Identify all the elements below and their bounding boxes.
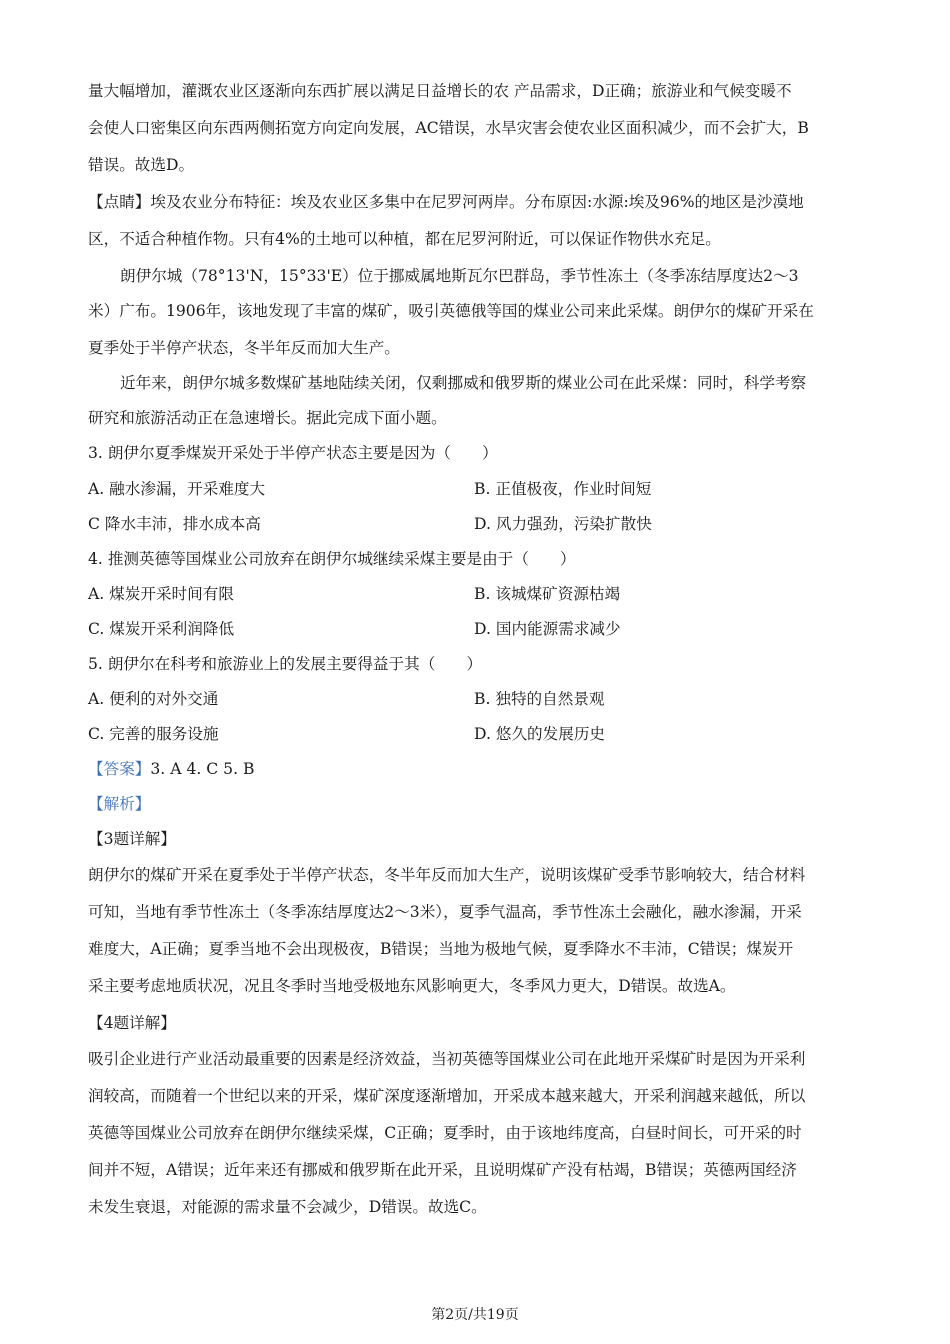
detail-4-line-1: 吸引企业进行产业活动最重要的因素是经济效益，当初英德等国煤业公司在此地开采煤矿时是因为开采利 <box>88 1050 806 1068</box>
detail-4-line-4: 间并不短，A错误；近年来还有挪威和俄罗斯在此开采，且说明煤矿产没有枯竭，B错误；英德两国经济 <box>88 1161 797 1179</box>
detail-4-line-3: 英德等国煤业公司放弃在朗伊尔继续采煤，C正确；夏季时，由于该地纬度高，白昼时间长，可开采的时 <box>88 1124 802 1142</box>
tip-line-2: 区，不适合种植作物。只有4%的土地可以种植，都在尼罗河附近，可以保证作物供水充足。 <box>88 230 721 248</box>
q3-option-d: D. 风力强劲，污染扩散快 <box>474 515 652 533</box>
q4-option-b: B. 该城煤矿资源枯竭 <box>474 585 621 603</box>
material-p1-line-1: 朗伊尔城（78°13'N，15°33'E）位于挪威属地斯瓦尔巴群岛，季节性冻土（冬季冻结厚度达2～3 <box>120 267 799 285</box>
q5-option-b: B. 独特的自然景观 <box>474 690 605 708</box>
q3-option-c: C 降水丰沛，排水成本高 <box>88 515 261 533</box>
question-5-stem: 5. 朗伊尔在科考和旅游业上的发展主要得益于其（ ） <box>88 655 483 673</box>
analysis-label: 【解析】 <box>88 795 151 813</box>
q4-option-d: D. 国内能源需求减少 <box>474 620 621 638</box>
q4-option-a: A. 煤炭开采时间有限 <box>88 585 234 603</box>
answer-text: 3. A 4. C 5. B <box>150 760 255 778</box>
q3-option-b: B. 正值极夜，作业时间短 <box>474 480 652 498</box>
detail-4-line-2: 润较高，而随着一个世纪以来的开采，煤矿深度逐渐增加，开采成本越来越大，开采利润越来越低，所以 <box>88 1087 806 1105</box>
material-p1-line-2: 米）广布。1906年，该地发现了丰富的煤矿，吸引英德俄等国的煤业公司来此采煤。朗伊尔的煤矿开采在 <box>88 302 814 320</box>
detail-3-heading: 【3题详解】 <box>88 830 176 848</box>
question-4-stem: 4. 推测英德等国煤业公司放弃在朗伊尔城继续采煤主要是由于（ ） <box>88 550 576 568</box>
q5-option-c: C. 完善的服务设施 <box>88 725 219 743</box>
prev-answer-line-1: 量大幅增加，灌溉农业区逐渐向东西扩展以满足日益增长的农 产品需求，D正确；旅游业和气候变暖不 <box>88 82 792 100</box>
answer-line <box>88 757 868 781</box>
tip-line-1: 【点睛】埃及农业分布特征：埃及农业区多集中在尼罗河两岸。分布原因:水源:埃及96%的地区是沙漠地 <box>88 193 804 211</box>
detail-4-line-5: 未发生衰退，对能源的需求量不会减少，D错误。故选C。 <box>88 1198 487 1216</box>
prev-answer-line-2: 会使人口密集区向东西两侧拓宽方向定向发展，AC错误，水旱灾害会使农业区面积减少，而不会扩大，B <box>88 119 809 137</box>
question-3-stem: 3. 朗伊尔夏季煤炭开采处于半停产状态主要是因为（ ） <box>88 444 498 462</box>
detail-3-line-2: 可知，当地有季节性冻土（冬季冻结厚度达2～3米），夏季气温高，季节性冻土会融化，融水渗漏，开采 <box>88 903 802 921</box>
material-p1-line-3: 夏季处于半停产状态，冬半年反而加大生产。 <box>88 339 400 357</box>
q5-option-a: A. 便利的对外交通 <box>88 690 219 708</box>
detail-3-line-4: 采主要考虑地质状况，况且冬季时当地受极地东风影响更大，冬季风力更大，D错误。故选A。 <box>88 977 736 995</box>
page-number: 第2页/共19页 <box>431 1307 519 1323</box>
q3-option-a: A. 融水渗漏，开采难度大 <box>88 480 266 498</box>
detail-4-heading: 【4题详解】 <box>88 1014 176 1032</box>
q5-option-d: D. 悠久的发展历史 <box>474 725 606 743</box>
detail-3-line-3: 难度大，A正确；夏季当地不会出现极夜，B错误；当地为极地气候，夏季降水不丰沛，C错误；煤炭开 <box>88 940 794 958</box>
material-p2-line-2: 研究和旅游活动正在急速增长。据此完成下面小题。 <box>88 409 447 427</box>
material-p2-line-1: 近年来，朗伊尔城多数煤矿基地陆续关闭，仅剩挪威和俄罗斯的煤业公司在此采煤：同时，科学考察 <box>120 374 807 392</box>
prev-answer-line-3: 错误。故选D。 <box>88 156 195 174</box>
detail-3-line-1: 朗伊尔的煤矿开采在夏季处于半停产状态，冬半年反而加大生产，说明该煤矿受季节影响较大，结合材料 <box>88 866 806 884</box>
answer-label: 【答案】 <box>88 760 151 778</box>
q4-option-c: C. 煤炭开采利润降低 <box>88 620 235 638</box>
